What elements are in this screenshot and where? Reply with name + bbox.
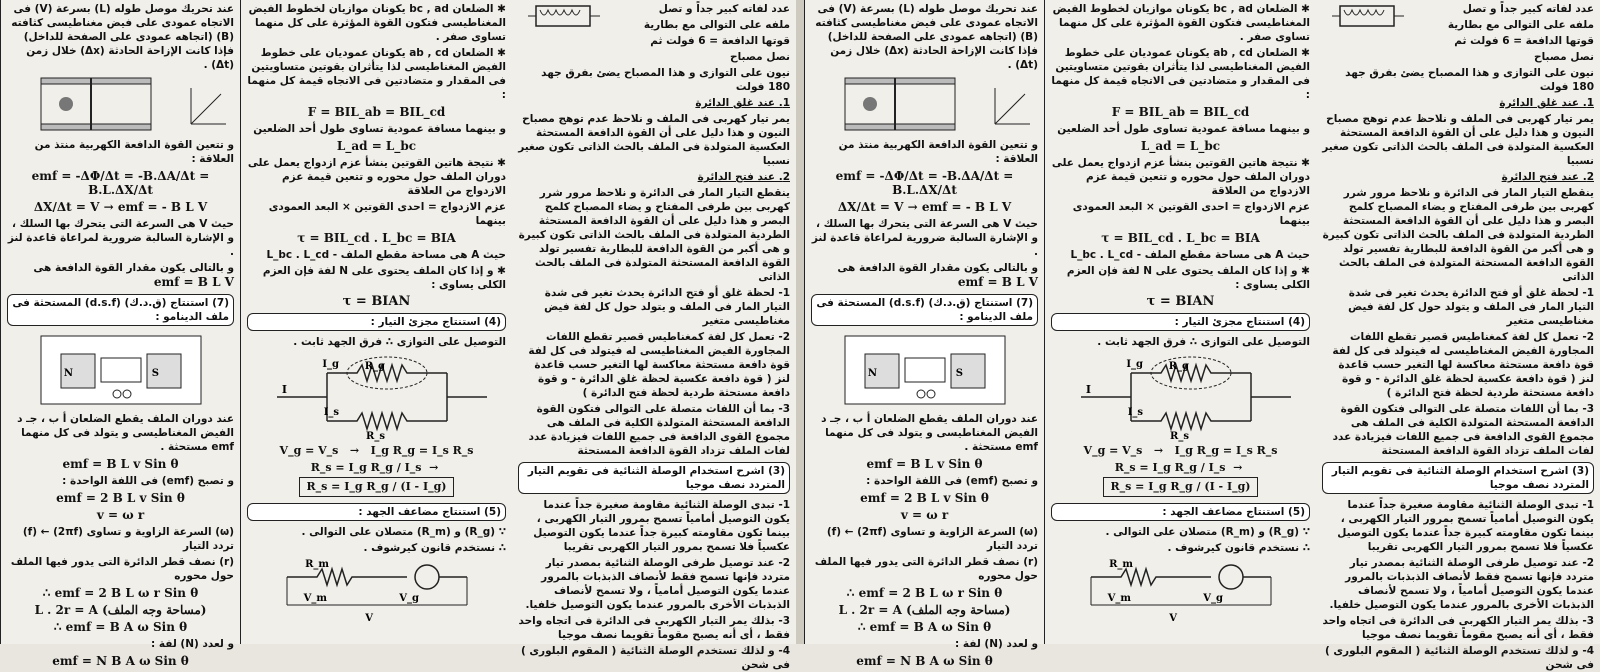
label-ig: I_g	[1125, 359, 1143, 370]
intro-line-2: ملفه على التوالى مع بطارية	[1447, 19, 1594, 31]
emf-n-equation: emf = N B A ω Sin θ	[52, 654, 189, 668]
force-equation: F = BIL_ab = BIL_cd	[307, 105, 446, 119]
bullet-sides-ab-cd: ✱ الضلعان ab , cd يكونان عموديان على خطوط الفيض المغناطيسى لذا يتأثران بقوتين متساويتين فى المقدار و متضادتين فى الاتجاه قيمة كل منهما :	[247, 46, 506, 102]
intro-line-1: عدد لفاته كبير جداً و تصل	[658, 3, 790, 15]
section-heading-shunt: (4) استنتاج مجزئ التيار :	[1051, 313, 1310, 331]
intro-line-5: نيون على التوازى و هذا المصباح يضئ بفرق جهد 180 فولت	[1345, 67, 1594, 93]
igrg-equals-isrs: I_g R_g = I_s R_s	[370, 444, 474, 457]
section-heading-multiplier: (5) استنتاج مضاعف الجهد :	[1051, 503, 1310, 521]
omega-definition: (ω) السرعة الزاوية و تساوى (2πf) ← (f) تردد التيار	[22, 526, 234, 552]
diode-point-2: 2- عند توصيل طرفى الوصلة الثنائية بمصدر تيار متردد فإنها تسمح فقط لأنصاف الذبذبات بالمرور عندما يكون التوصيل أمامياً ، ولا تسمح لأنصاف الذبذبات الأخرى بالمرور عندما يكون التوصيل خلفيا.	[1329, 557, 1594, 611]
label-i: I	[281, 383, 287, 396]
area-definition: حيث A هى مساحة مقطع الملف - L_bc . L_cd	[266, 249, 506, 261]
numbered-point-1: 1- لحظة غلق أو فتح الدائرة يحدث تغير فى شدة التيار المار فى الملف و يتولد حول كل لفة فيض مغناطيسى متغير	[544, 287, 790, 327]
series-text: ∵ (R_g) و (R_m) متصلان على التوالى .	[1105, 526, 1310, 538]
numbered-point-3: 3- بما أن اللفات متصلة على التوالى فتكون القوة الدافعة المستحثة المتولدة الكلية فى الملف هى مجموع القوى الدافعة فى جميع اللفات فيزيادة عدد لفات الملف تزداد القوة الدافعة المستحثة	[1332, 403, 1594, 457]
pole-s: S	[151, 368, 159, 379]
label-vm: V_m	[1107, 593, 1131, 604]
radius-definition: (r) نصف قطر الدائرة التى يدور فيها الملف حول محوره	[814, 556, 1038, 582]
intro-line-2: ملفه على التوالى مع بطارية	[643, 19, 790, 31]
bullet-sides-bc-ad: ✱ الضلعان bc , ad يكونان موازيان لخطوط الفيض المغناطيسى فتكون القوة المؤثرة على كل منهما تساوى صفر .	[1051, 2, 1310, 44]
one-turn-text: و تصبح (emf) فى اللفة الواحدة :	[866, 475, 1038, 487]
newspaper-page-right	[804, 0, 1600, 671]
v-omega-r-equation: v = ω r	[900, 508, 949, 522]
intro-line-4: نصل مصباح	[1534, 51, 1594, 63]
velocity-definition: حيث V هى السرعة التى يتحرك بها السلك ، و الإشارة السالبة ضرورية لمراعاة قاعدة لنز .	[811, 218, 1038, 258]
paragraph-open-circuit: ينقطع التيار المار فى الدائرة و نلاحظ مرور شرر كهربى بين طرفى المفتاح و يضاء المصباح كلمح البصر و هذا دليل على أن القوة الدافعة المستحثة الطردية المتولدة فى الملف بالحث الذاتى تكون كبيرة و هى أكبر من القوة الدافعة للبطارية تفسير تولد القوة الدافعة المستحثة المتولدة فى الملف بالحث الذاتى	[1322, 187, 1594, 283]
pole-s: S	[955, 368, 963, 379]
intro-line-3: قوتها الدافعة = 6 فولت ثم	[1454, 35, 1594, 47]
diode-point-3: 3- بذلك يمر التيار الكهربى فى الدائرة فى اتجاه واحد فقط ، أى أنه يصبح مقوماً تقويما نصف موجيا	[1322, 615, 1594, 641]
emf-n-equation: emf = N B A ω Sin θ	[856, 654, 993, 668]
vg-vs-equation: V_g = V_s → I_g R_g = I_s R_s	[279, 444, 474, 457]
n-turns-text: و لعدد (N) لفة :	[151, 638, 234, 650]
emf-2blv-equation: emf = 2 B L v Sin θ	[860, 491, 989, 505]
label-rm: R_m	[304, 559, 329, 570]
bullet-sides-ab-cd: ✱ الضلعان ab , cd يكونان عموديان على خطوط الفيض المغناطيسى لذا يتأثران بقوتين متساويتين فى المقدار و متضادتين فى الاتجاه قيمة كل منهما :	[1051, 46, 1310, 102]
emf-sin-equation: emf = B L v Sin θ	[62, 457, 179, 471]
column-middle	[1044, 0, 1316, 644]
label-is: I_s	[1127, 407, 1143, 418]
vg-vs-equation: V_g = V_s → I_g R_g = I_s R_s	[1083, 444, 1278, 457]
parallel-text: التوصيل على التوازى ∴ فرق الجهد ثابت .	[1097, 336, 1310, 348]
pole-n: N	[867, 368, 877, 379]
multiplier-circuit-diagram	[1071, 557, 1291, 627]
velocity-definition: حيث V هى السرعة التى يتحرك بها السلك ، و الإشارة السالبة ضرورية لمراعاة قاعدة لنز .	[7, 218, 234, 258]
moving-conductor-text: عند تحريك موصل طوله (L) بسرعة (V) فى الاتجاه عمودى على فيض مغناطيسى كثافته (B) (اتجاهه عمودى على الصفحة للداخل) فإذا كانت الإزاحة الحادثة (Δx) خلال زمن (Δt) .	[815, 3, 1038, 71]
section-heading-dynamo: (7) استنتاج (ق.د.ك) (d.s.f) المستحثة فى ملف الدينامو :	[811, 294, 1038, 326]
column-left	[804, 0, 1044, 668]
diode-point-4: 4- و لذلك تستخدم الوصلة الثنائية ( المقوم البلورى ) فى شحن	[1324, 645, 1594, 671]
label-v: V	[1168, 613, 1177, 624]
column-middle	[240, 0, 512, 644]
moving-conductor-text: عند تحريك موصل طوله (L) بسرعة (V) فى الاتجاه عمودى على فيض مغناطيسى كثافته (B) (اتجاهه عمودى على الصفحة للداخل) فإذا كانت الإزاحة الحادثة (Δx) خلال زمن (Δt) .	[11, 3, 234, 71]
v-omega-r-equation: v = ω r	[96, 508, 145, 522]
distance-text: و بينهما مسافة عمودية تساوى طول أحد الضلعين	[253, 123, 506, 135]
emf-area-equation: ∴ emf = B A ω Sin θ	[857, 620, 992, 634]
numbered-point-3: 3- بما أن اللفات متصلة على التوالى فتكون القوة الدافعة المستحثة المتولدة الكلية فى الملف هى مجموع القوى الدافعة فى جميع اللفات فيزيادة عدد لفات الملف تزداد القوة الدافعة المستحثة	[528, 403, 790, 457]
emf-omega-equation: ∴ emf = 2 B L ω r Sin θ	[846, 586, 1003, 600]
rs-equation: R_s = I_g R_g / I_s	[310, 461, 422, 474]
force-equation: F = BIL_ab = BIL_cd	[1111, 105, 1250, 119]
label-vg: V_g	[398, 593, 419, 604]
kirchhoff-text: ∴ نستخدم قانون كيرشوف .	[363, 542, 506, 554]
label-rg: R_g	[1168, 361, 1189, 372]
column-right	[512, 0, 796, 671]
rs-boxed-equation: R_s = I_g R_g / (I - I_g)	[1103, 477, 1257, 497]
shunt-circuit-diagram	[257, 351, 497, 441]
numbered-point-2: 2- تعمل كل لفة كمغناطيس قصير تقطع اللفات المجاورة الفيض المغناطيسى له فيتولد فى كل لفة قوة دافعة مستحثة معاكسة لها التغير حسب قاعدة لنز ( قوة دافعة عكسية لحظة غلق الدائرة - و قوة دافعة مستحثة طردية لحظة فتح الدائرة )	[1332, 331, 1594, 399]
diode-point-3: 3- بذلك يمر التيار الكهربى فى الدائرة فى اتجاه واحد فقط ، أى أنه يصبح مقوماً تقويما نصف موجيا	[518, 615, 790, 641]
rs-equation-row: R_s = I_g R_g / I_s → R_s = I_g R_g / (I - I_g)	[1051, 461, 1310, 499]
bullet-torque: ✱ نتيجة هاتين القوتين ينشأ عزم ازدواج يعمل على دوران الملف حول محوره و تتعين قيمة عزم الازدواج من العلاقة	[247, 156, 506, 198]
emf-flux-equation: emf = -ΔΦ/Δt = -B.ΔA/Δt = B.L.ΔX/Δt	[31, 169, 210, 197]
rs-equation-row: R_s = I_g R_g / I_s → R_s = I_g R_g / (I - I_g)	[247, 461, 506, 499]
radius-definition: (r) نصف قطر الدائرة التى يدور فيها الملف حول محوره	[10, 556, 234, 582]
intro-line-3: قوتها الدافعة = 6 فولت ثم	[650, 35, 790, 47]
intro-line-1: عدد لفاته كبير جداً و تصل	[1462, 3, 1594, 15]
bullet-n-turns: ✱ و إذا كان الملف يحتوى على N لفة فإن العزم الكلى يساوى :	[247, 264, 506, 292]
n-turns-text: و لعدد (N) لفة :	[955, 638, 1038, 650]
label-ig: I_g	[321, 359, 339, 370]
emf-blv-derivation: ΔX/Δt = V → emf = - B L V	[837, 200, 1012, 214]
paragraph-close-circuit: يمر تيار كهربى فى الملف و نلاحظ عدم توهج مصباح النيون و هذا دليل على أن القوة الدافعة المستحثة العكسية المتولدة فى الملف بالحث الذاتى تكون صغير نسبيا	[1322, 113, 1594, 167]
rotation-text: عند دوران الملف يقطع الضلعان أ ب ، جـ د الفيض المغناطيسى و يتولد فى كل منهما emf مستحثة .	[821, 413, 1038, 453]
label-rg: R_g	[364, 361, 385, 372]
one-turn-text: و تصبح (emf) فى اللفة الواحدة :	[62, 475, 234, 487]
area-equation: L . 2r = A (مساحة وجه الملف)	[34, 603, 207, 617]
label-i: I	[1085, 383, 1091, 396]
moving-conductor-diagram	[815, 74, 1035, 136]
area-definition: حيث A هى مساحة مقطع الملف - L_bc . L_cd	[1070, 249, 1310, 261]
length-equation: L_ad = L_bc	[336, 139, 417, 153]
section-heading-shunt: (4) استنتاج مجزئ التيار :	[247, 313, 506, 331]
pole-n: N	[63, 368, 73, 379]
dynamo-diagram	[21, 330, 221, 410]
coil-battery-diagram	[1322, 2, 1412, 30]
label-v: V	[364, 613, 373, 624]
emf-blv-derivation: ΔX/Δt = V → emf = - B L V	[33, 200, 208, 214]
rotation-text: عند دوران الملف يقطع الضلعان أ ب ، جـ د الفيض المغناطيسى و يتولد فى كل منهما emf مستحثة .	[17, 413, 234, 453]
diode-point-4: 4- و لذلك تستخدم الوصلة الثنائية ( المقوم البلورى ) فى شحن	[520, 645, 790, 671]
emf-sin-equation: emf = B L v Sin θ	[866, 457, 983, 471]
total-torque-equation: τ = BIAN	[1146, 294, 1215, 309]
emf-magnitude-eq: emf = B L V	[153, 275, 234, 289]
velocity-definition-2	[811, 261, 1038, 290]
series-text: ∵ (R_g) و (R_m) متصلان على التوالى .	[301, 526, 506, 538]
distance-text: و بينهما مسافة عمودية تساوى طول أحد الضلعين	[1057, 123, 1310, 135]
emf-2blv-equation: emf = 2 B L v Sin θ	[56, 491, 185, 505]
subheading-open-circuit: 2. عند فتح الدائرة	[697, 171, 790, 183]
column-left	[0, 0, 240, 668]
paragraph-open-circuit: ينقطع التيار المار فى الدائرة و نلاحظ مرور شرر كهربى بين طرفى المفتاح و يضاء المصباح كلمح البصر و هذا دليل على أن القوة الدافعة المستحثة الطردية المتولدة فى الملف بالحث الذاتى تكون كبيرة و هى أكبر من القوة الدافعة للبطارية تفسير تولد القوة الدافعة المستحثة المتولدة فى الملف بالحث الذاتى	[518, 187, 790, 283]
emf-flux-equation: emf = -ΔΦ/Δt = -B.ΔA/Δt = B.L.ΔX/Δt	[835, 169, 1014, 197]
label-vm: V_m	[303, 593, 327, 604]
velocity-definition-2	[7, 261, 234, 290]
total-torque-equation: τ = BIAN	[342, 294, 411, 309]
moving-conductor-diagram	[11, 74, 231, 136]
torque-equation: τ = BIL_cd . L_bc = BIA	[297, 231, 456, 245]
column-right	[1316, 0, 1600, 671]
multiplier-circuit-diagram	[267, 557, 487, 627]
torque-definition: عزم الازدواج = احدى القوتين × البعد العمودى بينهما	[268, 201, 506, 227]
numbered-point-2: 2- تعمل كل لفة كمغناطيس قصير تقطع اللفات المجاورة الفيض المغناطيسى له فيتولد فى كل لفة قوة دافعة مستحثة معاكسة لها التغير حسب قاعدة لنز ( قوة دافعة عكسية لحظة غلق الدائرة - و قوة دافعة مستحثة طردية لحظة فتح الدائرة )	[528, 331, 790, 399]
torque-definition: عزم الازدواج = احدى القوتين × البعد العمودى بينهما	[1072, 201, 1310, 227]
label-vg: V_g	[1202, 593, 1223, 604]
subheading-open-circuit: 2. عند فتح الدائرة	[1501, 171, 1594, 183]
section-heading-dynamo: (7) استنتاج (ق.د.ك) (d.s.f) المستحثة فى ملف الدينامو :	[7, 294, 234, 326]
emf-intro: و تتعين القوة الدافعة الكهربية منتذ من العلاقة :	[34, 139, 234, 165]
emf-magnitude-text: و بالتالى يكون مقدار القوة الدافعة هى	[33, 262, 234, 274]
numbered-point-1: 1- لحظة غلق أو فتح الدائرة يحدث تغير فى شدة التيار المار فى الملف و يتولد حول كل لفة فيض مغناطيسى متغير	[1348, 287, 1594, 327]
kirchhoff-text: ∴ نستخدم قانون كيرشوف .	[1167, 542, 1310, 554]
bullet-torque: ✱ نتيجة هاتين القوتين ينشأ عزم ازدواج يعمل على دوران الملف حول محوره و تتعين قيمة عزم الازدواج من العلاقة	[1051, 156, 1310, 198]
emf-magnitude-text: و بالتالى يكون مقدار القوة الدافعة هى	[837, 262, 1038, 274]
vg-equals-vs: V_g = V_s	[1083, 444, 1143, 457]
label-rs: R_s	[1169, 431, 1189, 442]
diode-point-1: 1- تبدى الوصلة الثنائية مقاومة صغيرة جداً عندما يكون التوصيل أمامياً تسمح بمرور التيار الكهربى ، بينما تكون مقاومته كبيرة جداً عندما يكون التوصيل عكسياً فلا تسمح بمرور التيار الكهربى تقريبا	[533, 499, 790, 553]
emf-area-equation: ∴ emf = B A ω Sin θ	[53, 620, 188, 634]
bullet-sides-bc-ad: ✱ الضلعان bc , ad يكونان موازيان لخطوط الفيض المغناطيسى فتكون القوة المؤثرة على كل منهما تساوى صفر .	[247, 2, 506, 44]
section-heading-multiplier: (5) استنتاج مضاعف الجهد :	[247, 503, 506, 521]
subheading-close-circuit: 1. عند غلق الدائرة	[1499, 97, 1594, 109]
diode-point-1: 1- تبدى الوصلة الثنائية مقاومة صغيرة جداً عندما يكون التوصيل أمامياً تسمح بمرور التيار الكهربى ، بينما تكون مقاومته كبيرة جداً عندما يكون التوصيل عكسياً فلا تسمح بمرور التيار الكهربى تقريبا	[1337, 499, 1594, 553]
omega-definition: (ω) السرعة الزاوية و تساوى (2πf) ← (f) تردد التيار	[826, 526, 1038, 552]
vg-equals-vs: V_g = V_s	[279, 444, 339, 457]
emf-intro: و تتعين القوة الدافعة الكهربية منتذ من العلاقة :	[838, 139, 1038, 165]
subheading-close-circuit: 1. عند غلق الدائرة	[695, 97, 790, 109]
bullet-n-turns: ✱ و إذا كان الملف يحتوى على N لفة فإن العزم الكلى يساوى :	[1051, 264, 1310, 292]
parallel-text: التوصيل على التوازى ∴ فرق الجهد ثابت .	[293, 336, 506, 348]
dynamo-diagram	[825, 330, 1025, 410]
torque-equation: τ = BIL_cd . L_bc = BIA	[1101, 231, 1260, 245]
question-heading-diode: (3) اشرح استخدام الوصلة الثنائية فى تقويم التيار المتردد نصف موجيا	[1322, 462, 1594, 494]
coil-battery-diagram	[518, 2, 608, 30]
shunt-circuit-diagram	[1061, 351, 1301, 441]
paragraph-close-circuit: يمر تيار كهربى فى الملف و نلاحظ عدم توهج مصباح النيون و هذا دليل على أن القوة الدافعة المستحثة العكسية المتولدة فى الملف بالحث الذاتى تكون صغير نسبيا	[518, 113, 790, 167]
emf-omega-equation: ∴ emf = 2 B L ω r Sin θ	[42, 586, 199, 600]
area-equation: L . 2r = A (مساحة وجه الملف)	[838, 603, 1011, 617]
rs-boxed-equation: R_s = I_g R_g / (I - I_g)	[299, 477, 453, 497]
intro-line-5: نيون على التوازى و هذا المصباح يضئ بفرق جهد 180 فولت	[541, 67, 790, 93]
question-heading-diode: (3) اشرح استخدام الوصلة الثنائية فى تقويم التيار المتردد نصف موجيا	[518, 462, 790, 494]
intro-line-4: نصل مصباح	[730, 51, 790, 63]
rs-equation: R_s = I_g R_g / I_s	[1114, 461, 1226, 474]
label-rm: R_m	[1108, 559, 1133, 570]
label-rs: R_s	[365, 431, 385, 442]
label-is: I_s	[323, 407, 339, 418]
length-equation: L_ad = L_bc	[1140, 139, 1221, 153]
newspaper-page-left	[0, 0, 796, 671]
emf-magnitude-eq: emf = B L V	[957, 275, 1038, 289]
page-gutter	[796, 0, 804, 644]
diode-point-2: 2- عند توصيل طرفى الوصلة الثنائية بمصدر تيار متردد فإنها تسمح فقط لأنصاف الذبذبات بالمرور عندما يكون التوصيل أمامياً ، ولا تسمح لأنصاف الذبذبات الأخرى بالمرور عندما يكون التوصيل خلفيا.	[525, 557, 790, 611]
igrg-equals-isrs: I_g R_g = I_s R_s	[1174, 444, 1278, 457]
